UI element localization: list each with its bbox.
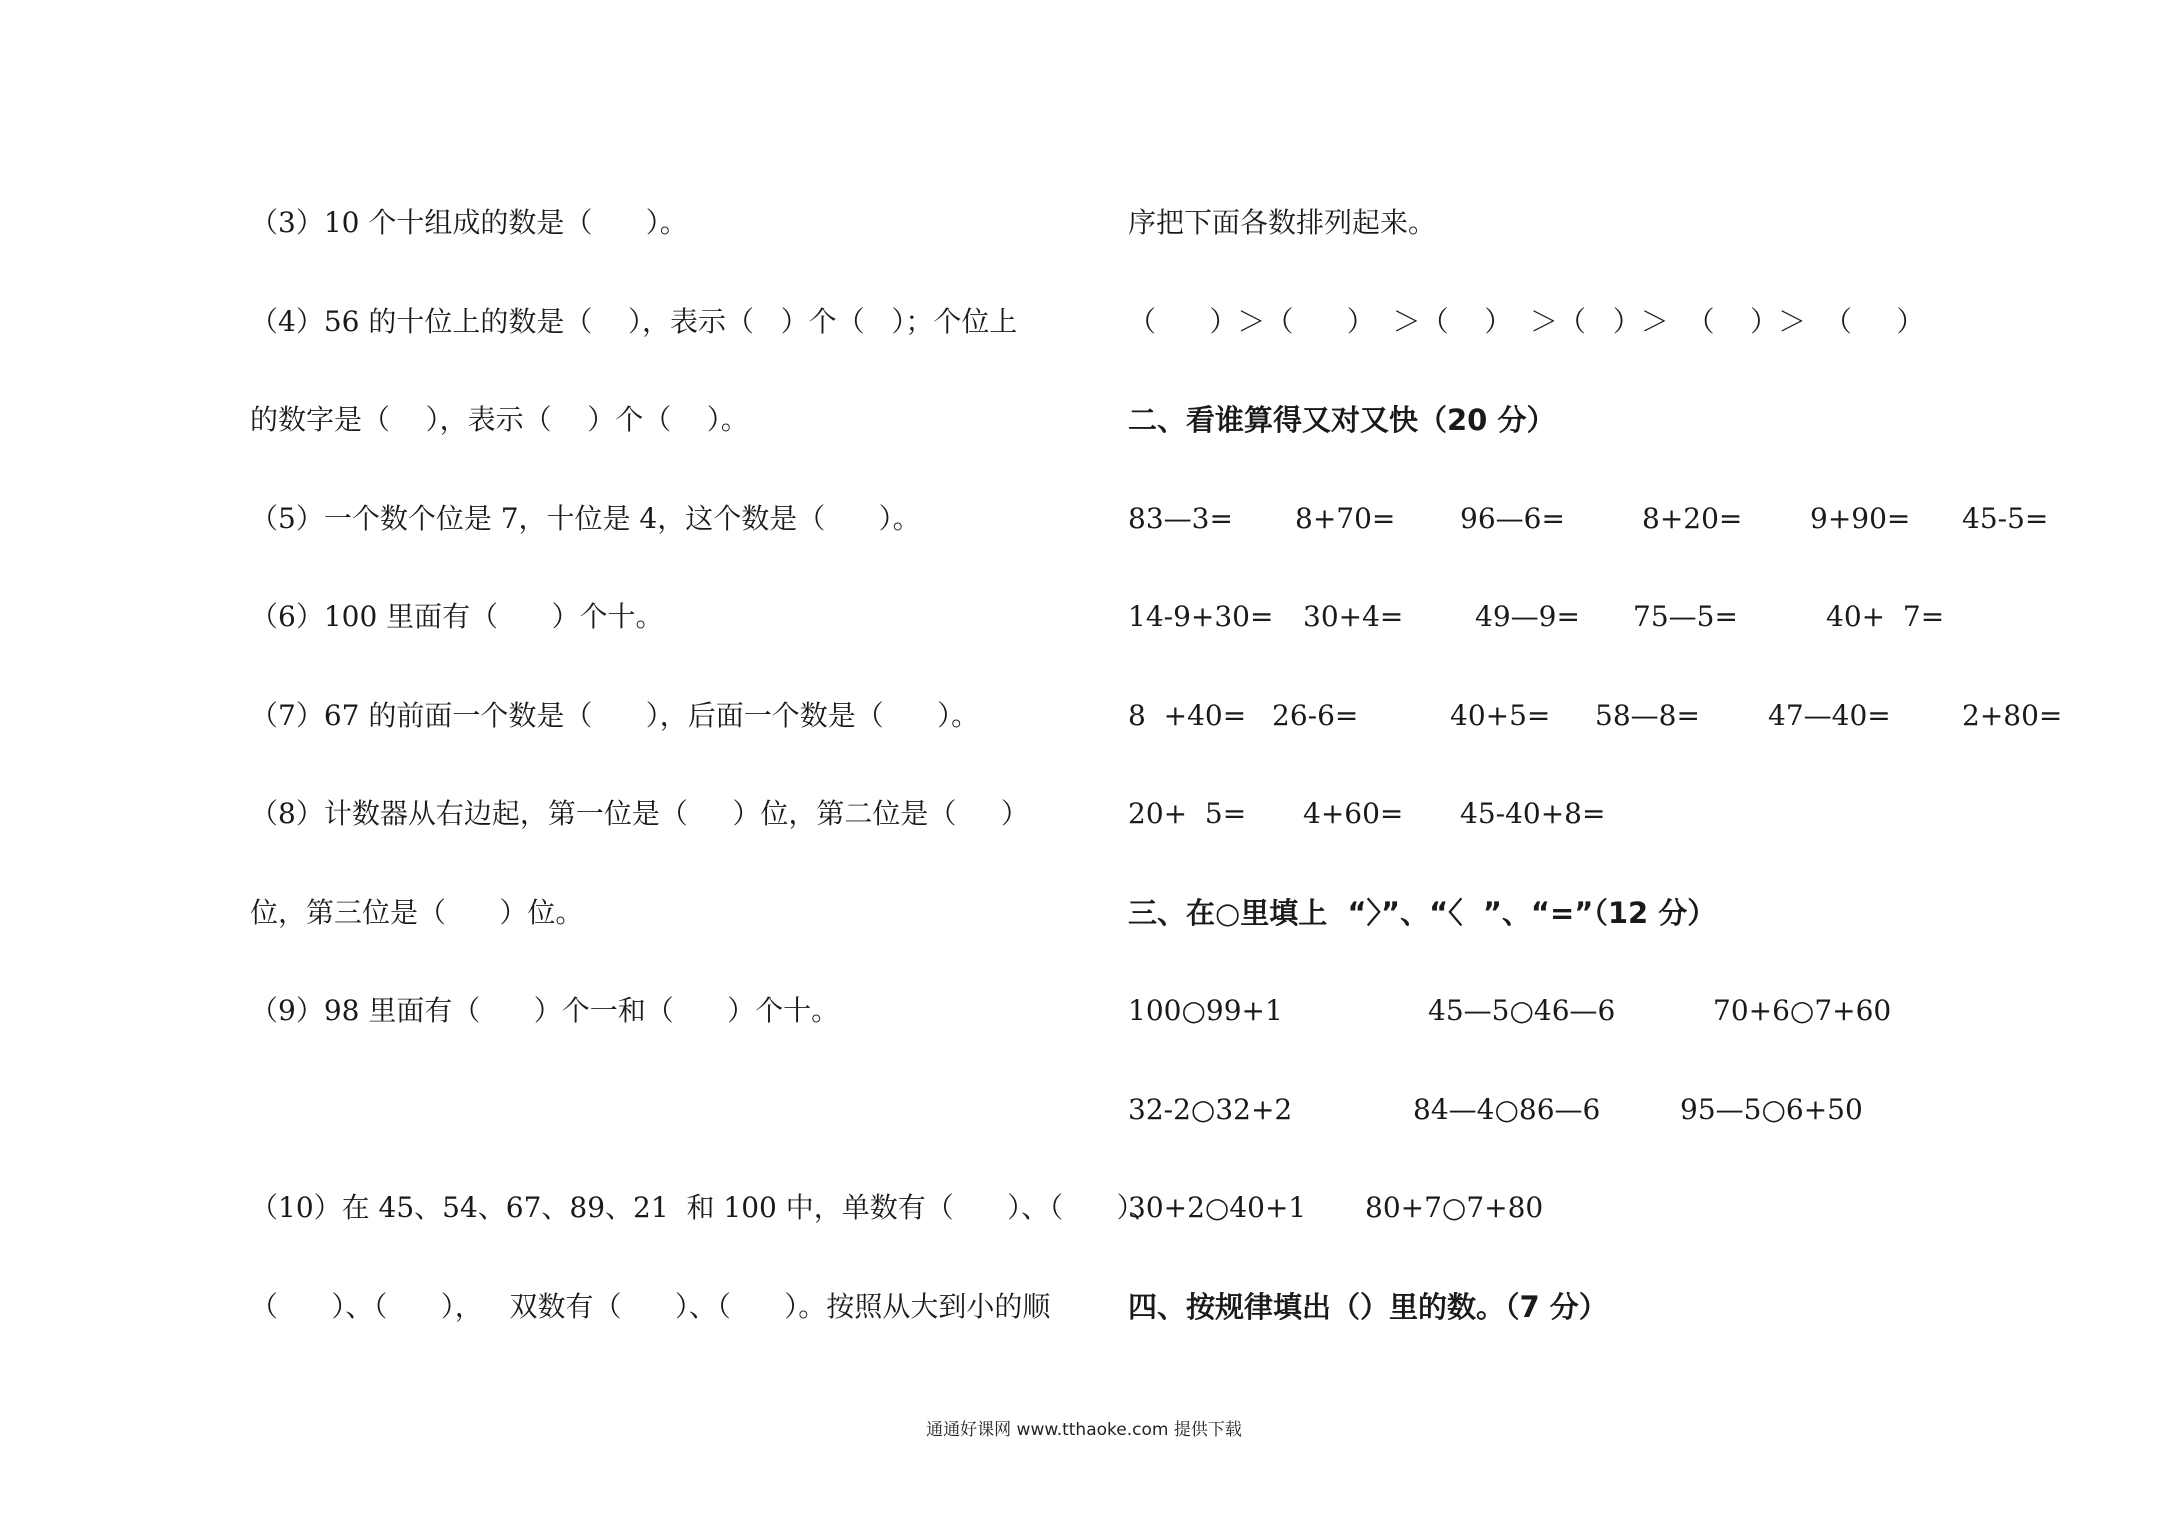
question-4-line-2: 的数字是（ ），表示（ ）个（ ）。 [250, 403, 749, 436]
comparison: 32-2○32+2 [1128, 1093, 1293, 1126]
comparison: 100○99+1 [1128, 994, 1283, 1027]
equation: 8+70= [1295, 502, 1396, 535]
question-3: （3）10 个十组成的数是（ ）。 [250, 206, 688, 239]
question-9: （9）98 里面有（ ）个一和（ ）个十。 [250, 994, 840, 1027]
comparison: 45—5○46—6 [1428, 994, 1616, 1027]
equation: 75—5= [1633, 600, 1738, 633]
equation: 2+80= [1962, 699, 2063, 732]
equation: 47—40= [1768, 699, 1891, 732]
equation: 49—9= [1475, 600, 1580, 633]
equation: 40+ 7= [1826, 600, 1945, 633]
ordering-instruction: 序把下面各数排列起来。 [1128, 206, 1437, 239]
comparison: 30+2○40+1 [1128, 1191, 1307, 1224]
question-10-line-1: （10）在 45、54、67、89、21 和 100 中，单数有（ ）、（ ）、 [250, 1191, 1159, 1224]
equation: 4+60= [1303, 797, 1404, 830]
question-10-line-2: （ ）、（ ）， 双数有（ ）、（ ）。按照从大到小的顺 [250, 1290, 1051, 1323]
equation: 20+ 5= [1128, 797, 1247, 830]
equation: 30+4= [1303, 600, 1404, 633]
question-8-line-1: （8）计数器从右边起，第一位是（ ）位，第二位是（ ） [250, 797, 1029, 830]
section-3-title: 三、在○里填上 “〉”、“〈 ”、“=”（12 分） [1128, 896, 1717, 930]
equation: 45-40+8= [1460, 797, 1606, 830]
equation: 45-5= [1962, 502, 2049, 535]
comparison: 84—4○86—6 [1413, 1093, 1601, 1126]
equation: 9+90= [1810, 502, 1911, 535]
question-5: （5）一个数个位是 7，十位是 4，这个数是（ ）。 [250, 502, 921, 535]
comparison: 95—5○6+50 [1680, 1093, 1863, 1126]
question-7: （7）67 的前面一个数是（ ），后面一个数是（ ）。 [250, 699, 980, 732]
ordering-blanks: （ ）＞（ ） ＞（ ） ＞（ ）＞ （ ）＞ （ ） [1128, 305, 1925, 338]
section-2-title: 二、看谁算得又对又快（20 分） [1128, 403, 1556, 437]
comparison: 80+7○7+80 [1365, 1191, 1544, 1224]
section-4-title: 四、按规律填出（）里的数。（7 分） [1128, 1290, 1608, 1324]
equation: 26-6= [1272, 699, 1359, 732]
comparison: 70+6○7+60 [1713, 994, 1892, 1027]
equation: 96—6= [1460, 502, 1565, 535]
question-8-line-2: 位，第三位是（ ）位。 [250, 896, 584, 929]
question-4-line-1: （4）56 的十位上的数是（ ），表示（ ）个（ ）；个位上 [250, 305, 1018, 338]
equation: 58—8= [1595, 699, 1700, 732]
equation: 8+20= [1642, 502, 1743, 535]
footer-credit: 通通好课网 www.tthaoke.com 提供下载 [926, 1420, 1242, 1440]
equation: 8 +40= [1128, 699, 1247, 732]
question-6: （6）100 里面有（ ）个十。 [250, 600, 664, 633]
equation: 14-9+30= [1128, 600, 1274, 633]
equation: 40+5= [1450, 699, 1551, 732]
equation: 83—3= [1128, 502, 1233, 535]
